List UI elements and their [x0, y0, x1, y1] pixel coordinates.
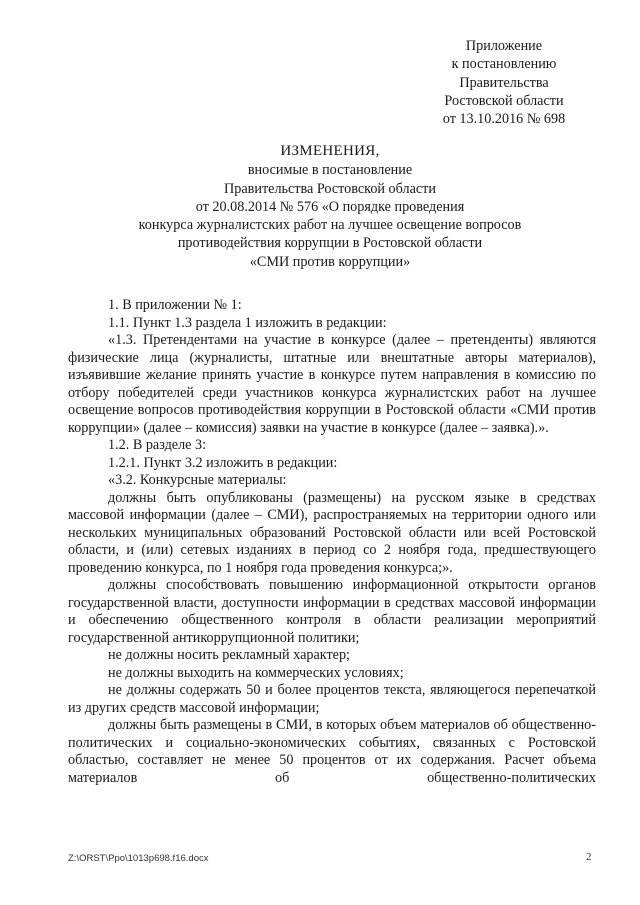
body-paragraph: не должны выходить на коммерческих условиях; — [108, 664, 404, 681]
document-title — [60, 142, 600, 271]
appendix-line: Правительства — [459, 74, 549, 91]
body-paragraph: 1.2. В разделе 3: — [108, 437, 207, 453]
body-paragraph: 1.1. Пункт 1.3 раздела 1 изложить в редакции: — [108, 314, 387, 331]
file-path: Z:\ORST\Ppo\1013p698.f16.docx — [68, 853, 209, 864]
body-paragraph: должны способствовать повышению информационной открытости органов государственной власти, доступности информации в средствах массовой информации и обеспечению общественного контроля в области реализации мероприятий государственной антикоррупционной политики; — [68, 577, 596, 646]
body-paragraph: «1.3. Претендентами на участие в конкурсе (далее – претенденты) являются физические лица (журналисты, штатные или внештатные авторы материалов), изъявившие желание принять участие в конкурсе путем направления в комиссию по отбору победителей среди участников конкурса журналистских работ на лучшее освещение вопросов противодействия коррупции в Ростовской области «СМИ против коррупции» (далее – комиссия) заявки на участие в конкурсе (далее – заявка).». — [68, 332, 596, 436]
appendix-line: Ростовской области — [444, 92, 564, 109]
body-paragraph: не должны содержать 50 и более процентов текста, являющегося перепечаткой из других средств массовой информации; — [68, 682, 596, 716]
appendix-line: Приложение — [465, 38, 543, 54]
title-line: «СМИ против коррупции» — [249, 253, 411, 270]
body-paragraph: 1. В приложении № 1: — [108, 297, 242, 313]
title-line: конкурса журналистских работ на лучшее освещение вопросов — [138, 217, 522, 234]
title-line: Правительства Ростовской области — [224, 180, 436, 197]
body-paragraph: «3.2. Конкурсные материалы: — [108, 472, 287, 488]
page-number: 2 — [586, 851, 592, 863]
title-line: вносимые в постановление — [247, 162, 413, 179]
body-paragraph: должны быть размещены в СМИ, в которых объем материалов об общественно-политических и социально-экономических событиях, связанных с Ростовской областью, составляет не менее 50 процентов от их содержания. Расчет объема материалов об общественно-политических — [68, 717, 596, 786]
appendix-header — [395, 37, 613, 128]
title-line: противодействия коррупции в Ростовской области — [177, 235, 483, 252]
appendix-line: от 13.10.2016 № 698 — [442, 111, 566, 128]
body-paragraph: не должны носить рекламный характер; — [108, 647, 350, 663]
title-heading: ИЗМЕНЕНИЯ, — [280, 143, 380, 159]
document-body — [68, 297, 596, 787]
appendix-line: к постановлению — [451, 56, 557, 73]
body-paragraph: должны быть опубликованы (размещены) на русском языке в средствах массовой информации (далее – СМИ), распространяемых на территории одного или нескольких муниципальных образований Ростовской области или всей Ростовской области, и (или) сетевых изданиях в период со 2 ноября года, предшествующего проведению конкурса, по 1 ноября года проведения конкурса;». — [68, 489, 596, 576]
body-paragraph: 1.2.1. Пункт 3.2 изложить в редакции: — [108, 454, 338, 471]
title-line: от 20.08.2014 № 576 «О порядке проведения — [195, 198, 465, 215]
